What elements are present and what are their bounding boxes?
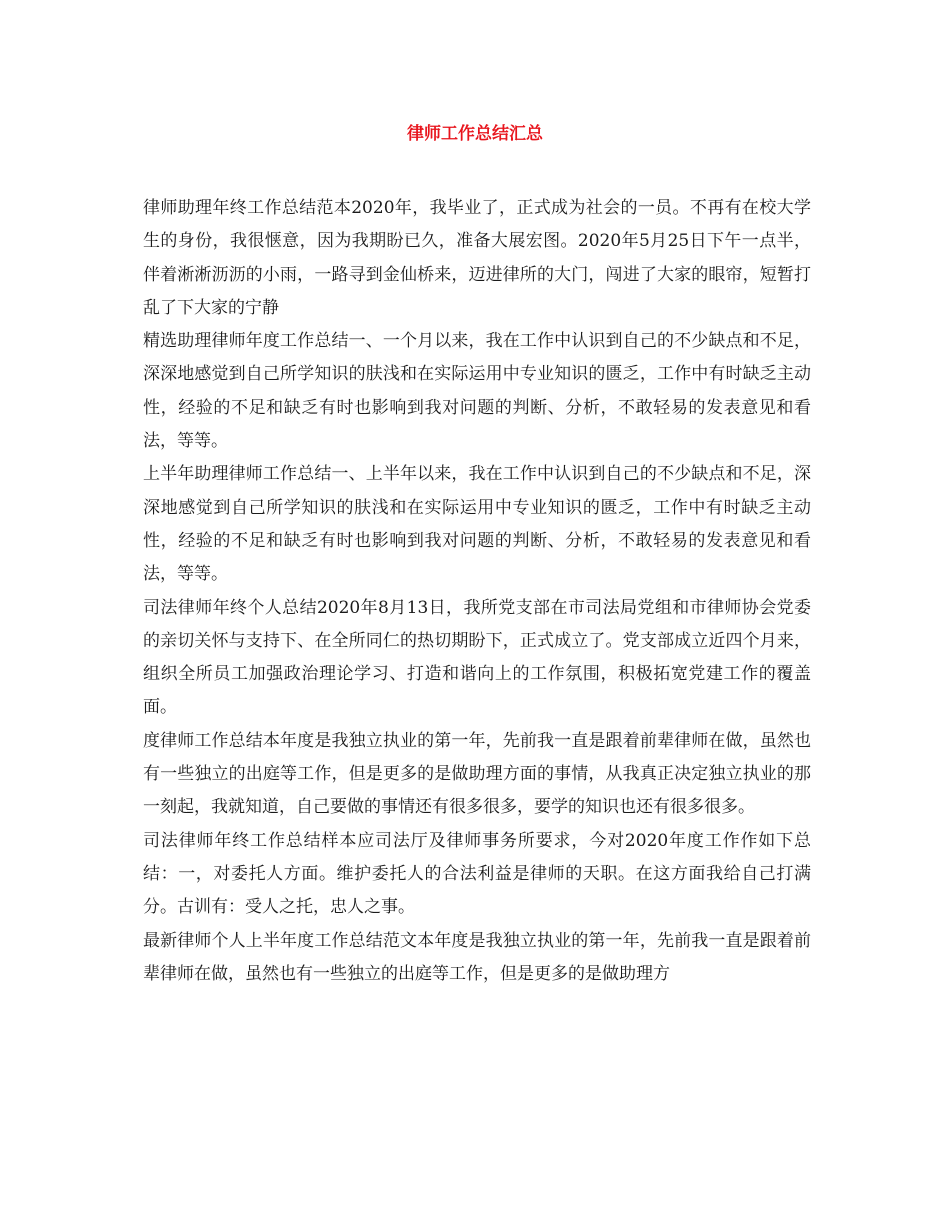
paragraph-4: 司法律师年终个人总结2020年8月13日，我所党支部在市司法局党组和市律师协会党委的亲切关怀与支持下、在全所同仁的热切期盼下，正式成立了。党支部成立近四个月来，组织全所员工加强政治理论学习、打造和谐向上的工作氛围，积极拓宽党建工作的覆盖面。 — [143, 597, 811, 718]
paragraph-1: 律师助理年终工作总结范本2020年，我毕业了，正式成为社会的一员。不再有在校大学生的身份，我很惬意，因为我期盼已久，准备大展宏图。2020年5月25日下午一点半，伴着淅淅沥沥的小雨，一路寻到金仙桥来，迈进律所的大门，闯进了大家的眼帘，短暂打乱了下大家的宁静 — [143, 198, 811, 318]
paragraph-7: 最新律师个人上半年度工作总结范文本年度是我独立执业的第一年，先前我一直是跟着前辈律师在做，虽然也有一些独立的出庭等工作，但是更多的是做助理方 — [143, 930, 811, 984]
paragraph-6: 司法律师年终工作总结样本应司法厅及律师事务所要求，今对2020年度工作作如下总结：一，对委托人方面。维护委托人的合法利益是律师的天职。在这方面我给自己打满分。古训有：受人之托，忠人之事。 — [143, 830, 811, 918]
document-body — [143, 192, 811, 991]
paragraph-3: 上半年助理律师工作总结一、上半年以来，我在工作中认识到自己的不少缺点和不足，深深地感觉到自己所学知识的肤浅和在实际运用中专业知识的匮乏，工作中有时缺乏主动性，经验的不足和缺乏有时也影响到我对问题的判断、分析，不敢轻易的发表意见和看法，等等。 — [143, 464, 811, 585]
page-title: 律师工作总结汇总 — [407, 124, 543, 144]
paragraph-2: 精选助理律师年度工作总结一、一个月以来，我在工作中认识到自己的不少缺点和不足，深深地感觉到自己所学知识的肤浅和在实际运用中专业知识的匮乏，工作中有时缺乏主动性，经验的不足和缺乏有时也影响到我对问题的判断、分析，不敢轻易的发表意见和看法，等等。 — [143, 331, 811, 452]
paragraph-5: 度律师工作总结本年度是我独立执业的第一年，先前我一直是跟着前辈律师在做，虽然也有一些独立的出庭等工作，但是更多的是做助理方面的事情，从我真正决定独立执业的那一刻起，我就知道，自己要做的事情还有很多很多，要学的知识也还有很多很多。 — [143, 730, 811, 818]
